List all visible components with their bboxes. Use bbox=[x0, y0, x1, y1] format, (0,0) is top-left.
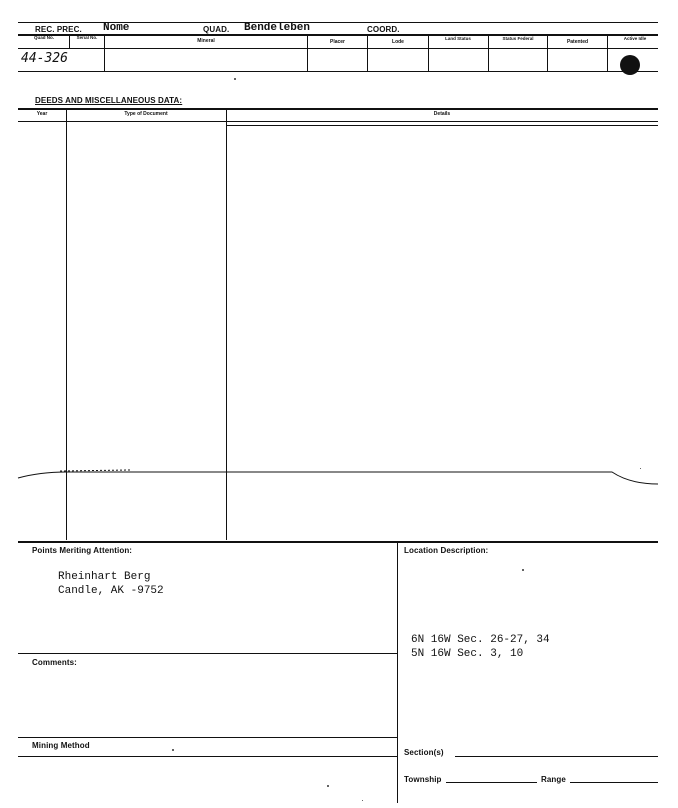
placer-header: Placer bbox=[329, 39, 345, 45]
fold-line bbox=[0, 462, 678, 492]
claim-col-divider bbox=[69, 34, 70, 48]
mining-method-rule bbox=[18, 756, 397, 757]
speck bbox=[640, 468, 641, 469]
speck bbox=[362, 800, 363, 801]
mining-method-top-rule bbox=[18, 737, 397, 738]
points-line-1: Rheinhart Berg bbox=[58, 571, 151, 583]
speck bbox=[234, 78, 236, 80]
coord-label: COORD. bbox=[367, 25, 400, 34]
status-federal-header: Status Federal bbox=[502, 36, 534, 41]
lower-center-divider bbox=[397, 541, 398, 803]
mineral-header: Mineral bbox=[197, 38, 215, 44]
claim-table-header-rule bbox=[18, 48, 658, 49]
speck bbox=[522, 569, 524, 571]
quad-no-header: Quad No. bbox=[34, 35, 54, 40]
mining-method-label: Mining Method bbox=[32, 741, 90, 750]
patented-header: Patented bbox=[566, 39, 589, 45]
rec-prec-label: REC. PREC. bbox=[35, 25, 82, 34]
rec-prec-value: Nome bbox=[103, 22, 130, 34]
speck bbox=[327, 785, 329, 787]
comments-label: Comments: bbox=[32, 658, 77, 667]
speck bbox=[172, 749, 174, 751]
claim-table-top-rule bbox=[18, 34, 658, 36]
claim-col-divider bbox=[428, 34, 429, 71]
range-label: Range bbox=[541, 775, 566, 784]
range-field-line bbox=[570, 782, 658, 783]
location-line-2: 5N 16W Sec. 3, 10 bbox=[411, 648, 524, 660]
claim-col-divider bbox=[607, 34, 608, 71]
deeds-details-rule bbox=[226, 125, 658, 126]
quad-label: QUAD. bbox=[203, 25, 230, 34]
township-field-line bbox=[446, 782, 537, 783]
sections-field-line bbox=[455, 756, 658, 757]
serial-no-header: Serial No. bbox=[76, 35, 98, 40]
active-filled-circle bbox=[620, 55, 640, 75]
claim-table-bottom-rule bbox=[18, 71, 658, 72]
location-line-1: 6N 16W Sec. 26-27, 34 bbox=[411, 634, 550, 646]
location-label: Location Description: bbox=[404, 546, 489, 555]
lode-header: Lode bbox=[392, 39, 404, 45]
deeds-header-rule bbox=[18, 121, 658, 122]
quad-serial-value: 44-326 bbox=[21, 51, 68, 66]
deeds-type-header: Type of Document bbox=[124, 111, 168, 117]
comments-top-rule bbox=[18, 653, 397, 654]
lower-top-rule bbox=[18, 541, 658, 543]
deeds-top-rule bbox=[18, 108, 658, 110]
sections-label: Section(s) bbox=[404, 748, 444, 757]
active-idle-header: Active Idle bbox=[623, 36, 647, 41]
quad-value: Bendeleben bbox=[244, 22, 311, 34]
deeds-year-header: Year bbox=[36, 111, 48, 117]
points-label: Points Meriting Attention: bbox=[32, 546, 133, 555]
points-line-2: Candle, AK -9752 bbox=[58, 585, 164, 597]
deeds-details-header: Details bbox=[433, 111, 451, 117]
deeds-section-title: DEEDS AND MISCELLANEOUS DATA: bbox=[35, 96, 183, 105]
claim-col-divider bbox=[488, 34, 489, 71]
land-status-header: Land Status bbox=[445, 36, 471, 41]
township-label: Township bbox=[404, 775, 442, 784]
